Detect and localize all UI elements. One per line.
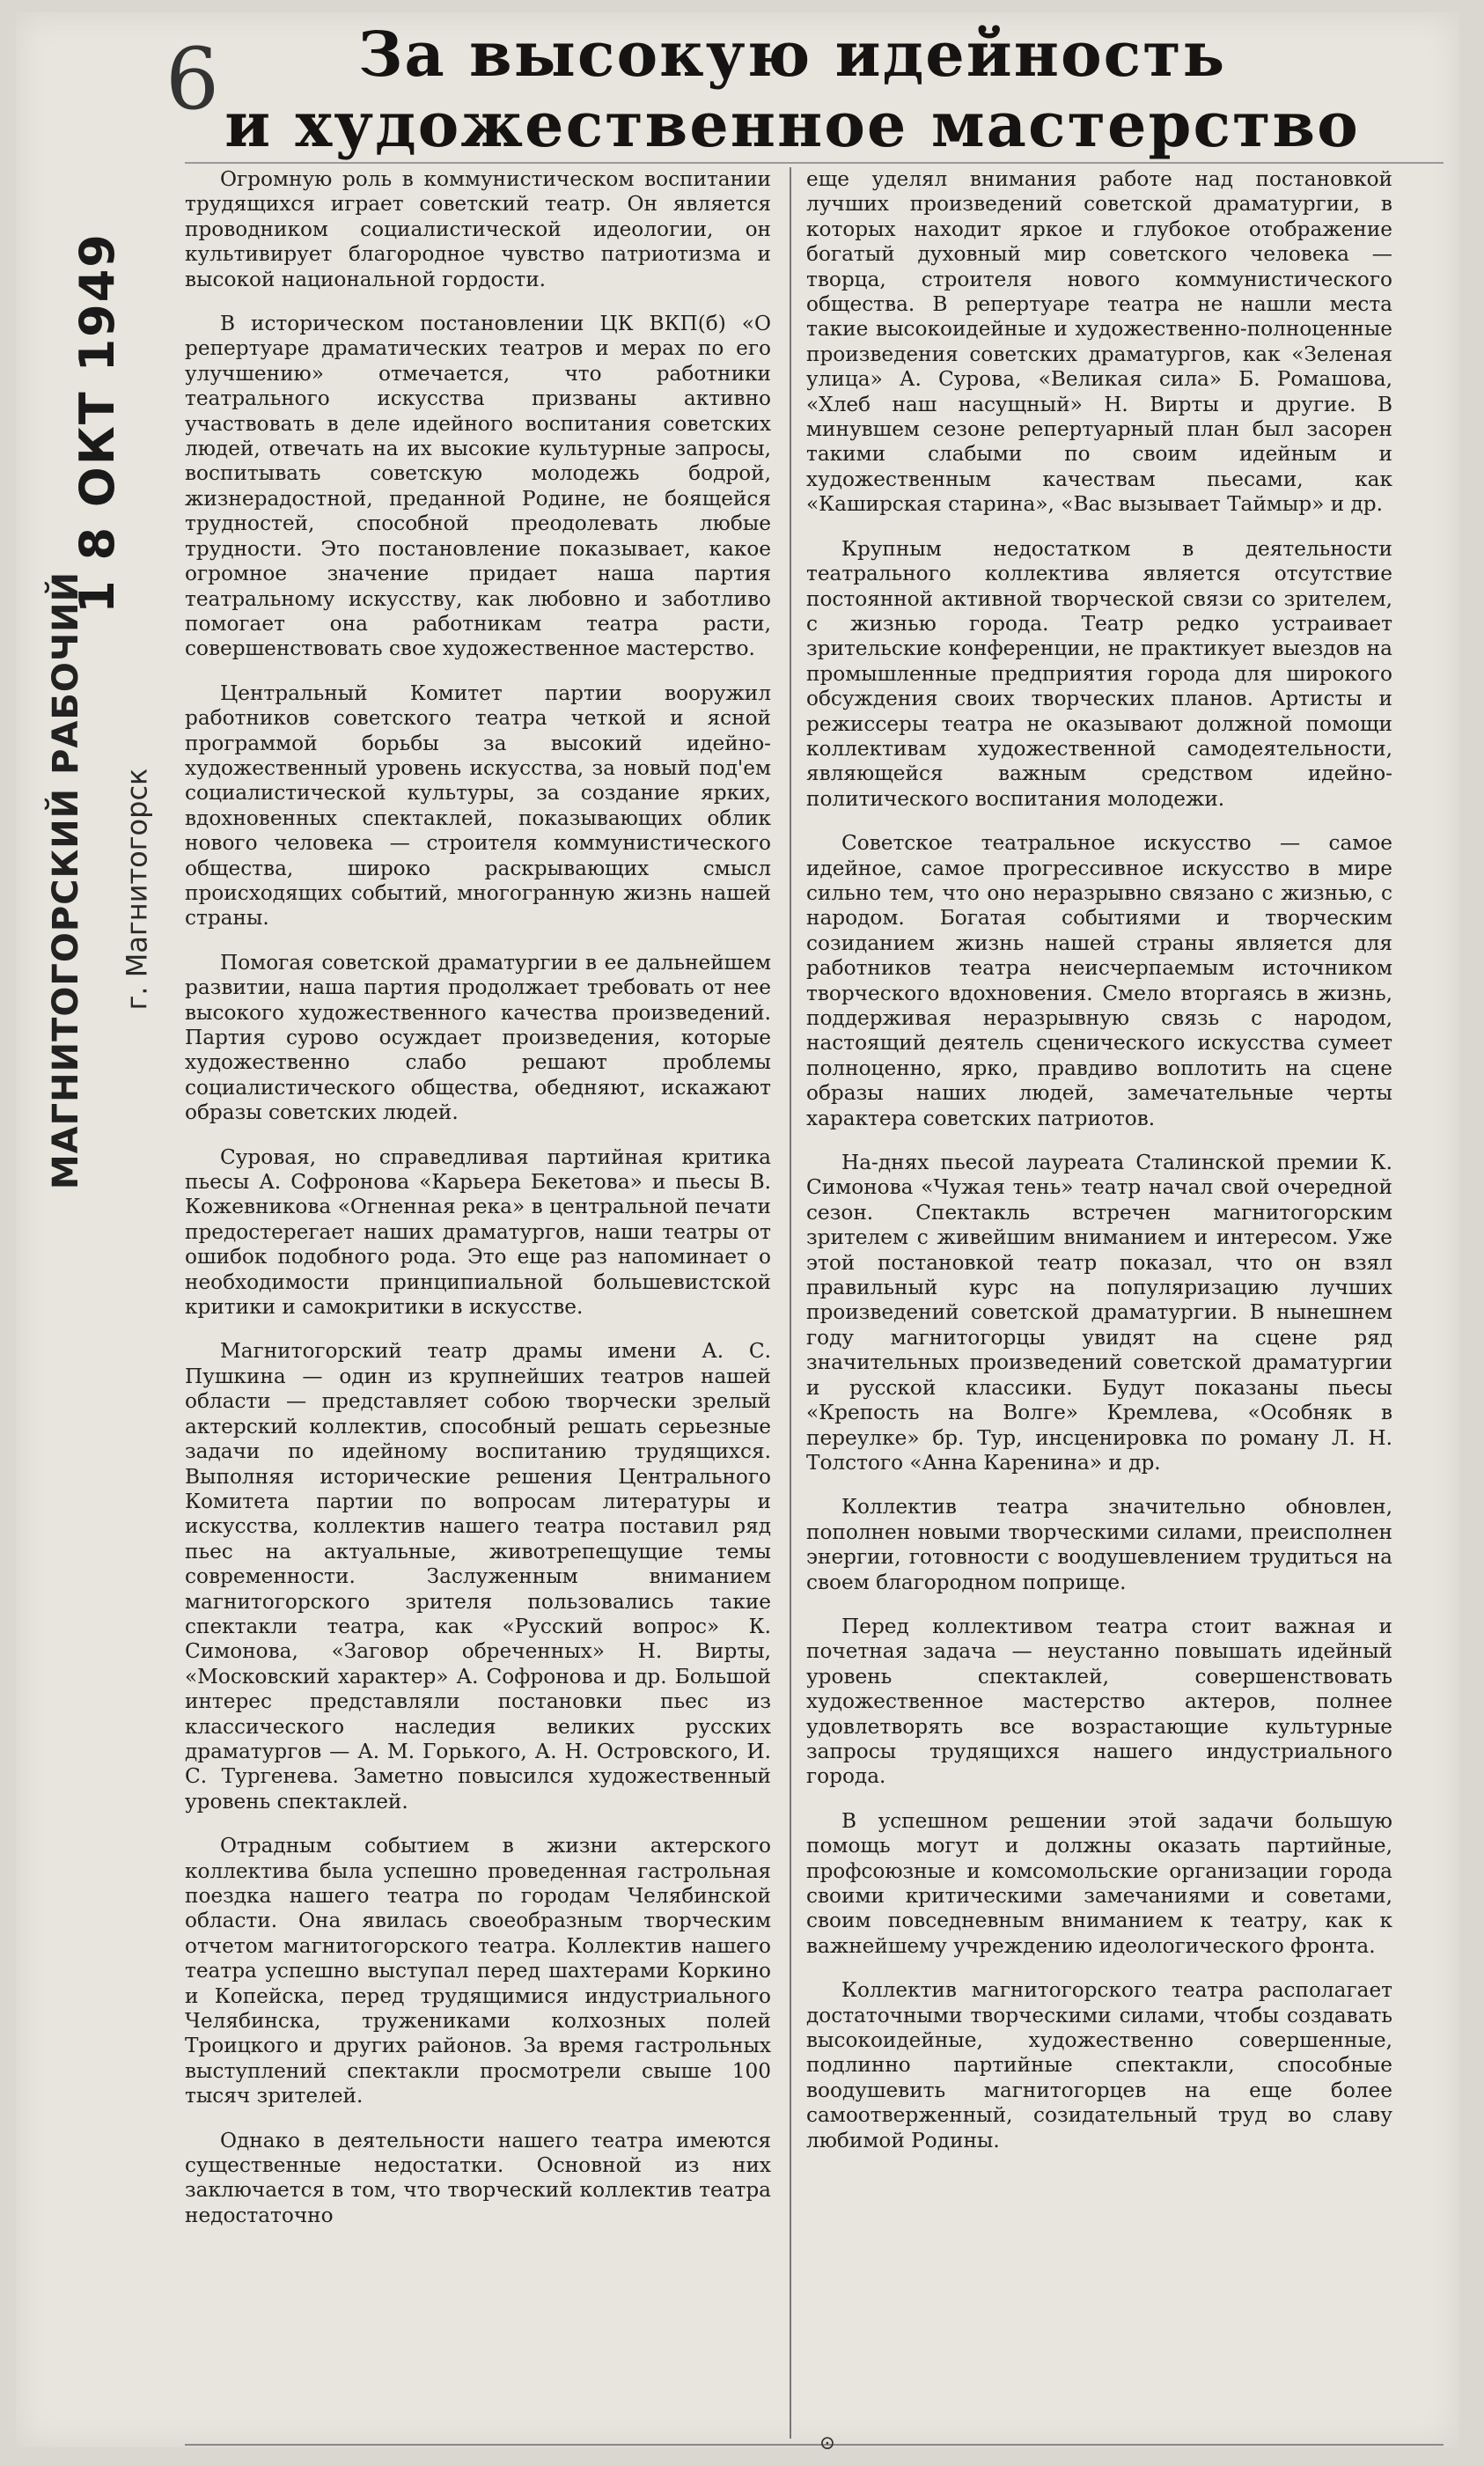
- paragraph: Суровая, но справедливая партийная критика пьесы А. Софронова «Карьера Бекетова» и пьесы В. Кожевникова «Огненная река» в центральной печати предостерегает наших драматургов, наши театры от ошибок подобного рода. Это еще раз напоминает о необходимости принципиальной большевистской критики и самокритики в искусстве.: [185, 1144, 771, 1320]
- paragraph: Помогая советской драматургии в ее дальнейшем развитии, наша партия продолжает требовать от нее высокого художественного качества произведений. Партия сурово осуждает произведения, которые художественно слабо решают проблемы социалистического общества, обедняют, искажают образы советских людей.: [185, 950, 771, 1125]
- paragraph: Коллектив театра значительно обновлен, пополнен новыми творческими силами, преисполнен энергии, готовности с воодушевлением трудиться на своем благородном поприще.: [806, 1495, 1392, 1594]
- headline-line-1: За высокую идейность: [357, 18, 1227, 91]
- headline-line-2: и художественное мастерство: [224, 88, 1360, 161]
- paragraph: Огромную роль в коммунистическом воспитании трудящихся играет советский театр. Он является проводником социалистической идеологии, он культивирует благородное чувство патриотизма и высокой национальной гордости.: [185, 167, 771, 291]
- paragraph: Отрадным событием в жизни актерского коллектива была успешно проведенная гастрольная поездка нашего театра по городам Челябинской области. Она явилась своеобразным творческим отчетом магнитогорского театра. Коллектив нашего театра успешно выступал перед шахтерами Коркино и Копейска, перед трудящимися индустриального Челябинска, тружениками колхозных полей Троицкого и других районов. За время гастрольных выступлений спектакли просмотрели свыше 100 тысяч зрителей.: [185, 1834, 771, 2108]
- article-column-left: [185, 167, 771, 2248]
- city-label: [114, 731, 158, 1048]
- article-column-right: [806, 167, 1392, 2173]
- headline-rule: [185, 162, 1444, 164]
- paragraph: Советское театральное искусство — самое идейное, самое прогрессивное искусство в мире сильно тем, что оно неразрывно связано с жизнью, с народом. Богатая событиями и творческим созиданием жизнь нашей страны является для работников театра неисчерпаемым источником творческого вдохновения. Смело вторгаясь в жизнь, поддерживая неразрывную связь с народом, настоящий деятель сценического искусства сумеет полноценно, ярко, правдиво воплотить на сцене образы наших людей, замечательные черты характера советских патриотов.: [806, 831, 1392, 1130]
- paragraph: Коллектив магнитогорского театра располагает достаточными творческими силами, чтобы создавать высокоидейные, художественно совершенные, подлинно партийные спектакли, способные воодушевить магнитогорцев на еще более самоотверженный, созидательный труд во славу любимой Родины.: [806, 1978, 1392, 2152]
- paragraph: В успешном решении этой задачи большую помощь могут и должны оказать партийные, профсоюзные и комсомольские организации города своими критическими замечаниями и советами, своим повседневным вниманием к театру, как к важнейшему учреждению идеологического фронта.: [806, 1808, 1392, 1958]
- paragraph: Крупным недостатком в деятельности театрального коллектива является отсутствие постоянной активной творческой связи со зрителем, с жизнью города. Театр редко устраивает зрительские конференции, не практикует выездов на промышленные предприятия города для широкого обсуждения своих творческих планов. Артисты и режиссеры театра не оказывают должной помощи коллективам художественной самодеятельности, являющейся важным средством идейно-политического воспитания молодежи.: [806, 536, 1392, 811]
- paragraph: На-днях пьесой лауреата Сталинской премии К. Симонова «Чужая тень» театр начал свой очередной сезон. Спектакль встречен магнитогорским зрителем с живейшим вниманием и интересом. Уже этой постановкой театр показал, что он взял правильный курс на популяризацию лучших произведений советской драматургии. В нынешнем году магнитогорцы увидят на сцене ряд значительных произведений советской драматургии и русской классики. Будут показаны пьесы «Крепость на Волге» Кремлева, «Особняк в переулке» бр. Тур, инсценировка по роману Л. Н. Толстого «Анна Каренина» и др.: [806, 1151, 1392, 1475]
- paragraph: Перед коллективом театра стоит важная и почетная задача — неустанно повышать идейный уровень спектаклей, совершенствовать художественное мастерство актеров, полнее удовлетворять все возрастающие культурные запросы трудящихся нашего индустриального города.: [806, 1614, 1392, 1789]
- paragraph: Центральный Комитет партии вооружил работников советского театра четкой и ясной программой борьбы за высокий идейно-художественный уровень искусства, за новый под'ем социалистической культуры, за создание ярких, вдохновенных спектаклей, показывающих облик нового человека — строителя коммунистического общества, широко раскрывающих смысл происходящих событий, многогранную жизнь нашей страны.: [185, 681, 771, 931]
- masthead-text: МАГНИТОГОРСКИЙ РАБОЧИЙ: [46, 570, 86, 1190]
- paragraph: Магнитогорский театр драмы имени А. С. Пушкина — один из крупнейших театров нашей области — представляет собою творчески зрелый актерский коллектив, способный решать серьезные задачи по идейному воспитанию трудящихся. Выполняя исторические решения Центрального Комитета партии по вопросам литературы и искусства, коллектив нашего театра поставил ряд пьес на актуальные, животрепещущие темы современности. Заслуженным вниманием магнитогорского зрителя пользовались такие спектакли театра, как «Русский вопрос» К. Симонова, «Заговор обреченных» Н. Вирты, «Московский характер» А. Софронова и др. Большой интерес представляли постановки пьес из классического наследия великих русских драматургов — А. М. Горького, А. Н. Островского, И. С. Тургенева. Заметно повысился художественный уровень спектаклей.: [185, 1339, 771, 1814]
- paragraph: еще уделял внимания работе над постановкой лучших произведений советской драматургии, в которых находит яркое и глубокое отображение богатый духовный мир советского человека — творца, строителя нового коммунистического общества. В репертуаре театра не нашли места такие высокоидейные и художественно-полноценные произведения советских драматургов, как «Зеленая улица» А. Сурова, «Великая сила» Б. Ромашова, «Хлеб наш насущный» Н. Вирты и другие. В минувшем сезоне репертуарный план был засорен такими слабыми по своим идейным и художественным качествам пьесами, как «Каширская старина», «Вас вызывает Таймыр» и др.: [806, 167, 1392, 517]
- column-divider: [790, 167, 791, 2439]
- paragraph: Однако в деятельности нашего театра имеются существенные недостатки. Основной из них заключается в том, что творческий коллектив театра недостаточно: [185, 2128, 771, 2227]
- newspaper-masthead: [35, 570, 97, 1190]
- city-text: г. Магнитогорск: [120, 768, 153, 1011]
- article-headline: [202, 19, 1382, 160]
- end-ornament-icon: ⊙: [819, 2432, 836, 2454]
- date-stamp-text: 1 8 ОКТ 1949: [69, 232, 125, 614]
- handwritten-mark: 6: [165, 30, 220, 129]
- paragraph: В историческом постановлении ЦК ВКП(б) «О репертуаре драматических театров и мерах по его улучшению» отмечается, что работники театрального искусства призваны активно участвовать в деле идейного воспитания советских людей, отвечать на их высокие культурные запросы, воспитывать советскую молодежь бодрой, жизнерадостной, преданной Родине, не боящейся трудностей, способной преодолевать любые трудности. Это постановление показывает, какое огромное значение придает наша партия театральному искусству, как любовно и заботливо помогает она работникам театра расти, совершенствовать свое художественное мастерство.: [185, 312, 771, 661]
- date-stamp: [62, 232, 132, 614]
